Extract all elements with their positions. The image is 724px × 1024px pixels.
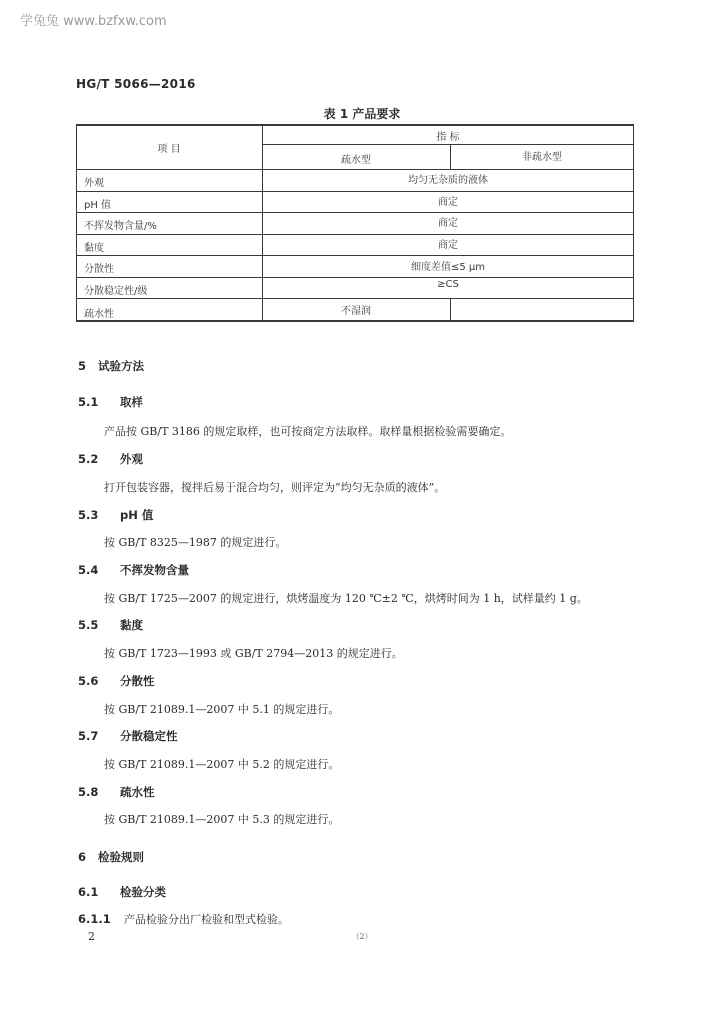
section-5-5-heading: 5.5 黏度 [78, 618, 143, 632]
section-5-heading: 5 试验方法 [78, 359, 144, 373]
row-label-viscosity: 黏度 [84, 243, 104, 254]
section-5-5-text: 按 GB/T 1723—1993 或 GB/T 2794—2013 的规定进行。 [104, 647, 403, 660]
section-6-1-1 [78, 911, 289, 927]
section-5-6-heading: 5.6 分散性 [78, 674, 155, 688]
footer-center-mark: （2） [351, 932, 373, 941]
section-5-2-heading: 5.2 外观 [78, 452, 143, 466]
table-title: 表 1 产品要求 [323, 107, 401, 121]
section-6-1-1-text: 产品检验分出厂检验和型式检验。 [124, 913, 289, 926]
section-5-3-text: 按 GB/T 8325—1987 的规定进行。 [104, 536, 287, 549]
row-value-dispersibility: 细度差值≤5 μm [410, 262, 486, 273]
row-value-ph: 商定 [438, 197, 458, 208]
section-5-4-heading: 5.4 不挥发物含量 [78, 563, 189, 577]
header-hydrophobic: 疏水型 [341, 155, 371, 166]
section-5-7-text: 按 GB/T 21089.1—2007 中 5.2 的规定进行。 [104, 758, 340, 771]
section-5-1-text: 产品按 GB/T 3186 的规定取样，也可按商定方法取样。取样量根据检验需要确定。 [104, 425, 512, 438]
row-label-dispersibility: 分散性 [84, 264, 114, 275]
row-label-dispersion-stability: 分散稳定性/级 [84, 286, 148, 297]
row-value-appearance: 均匀无杂质的液体 [408, 175, 488, 186]
section-6-1-heading: 6.1 检验分类 [78, 885, 166, 899]
section-5-1-heading: 5.1 取样 [78, 395, 143, 409]
row-value-viscosity: 商定 [438, 240, 458, 251]
row-value-dispersion-stability: ≥CS [437, 279, 459, 290]
row-value-hydrophobicity: 不湿润 [341, 306, 371, 317]
product-requirements-table [76, 124, 634, 322]
section-6-heading: 6 检验规则 [78, 850, 144, 864]
page-number: 2 [88, 930, 95, 943]
header-non-hydrophobic: 非疏水型 [522, 152, 562, 163]
row-label-hydrophobicity: 疏水性 [84, 309, 114, 320]
section-6-1-1-num: 6.1.1 [78, 912, 111, 926]
row-label-ph: pH 值 [84, 200, 112, 211]
watermark: 学兔兔 www.bzfxw.com [20, 14, 167, 29]
section-5-4-text: 按 GB/T 1725—2007 的规定进行，烘烤温度为 120 ℃±2 ℃，烘烤时间为 1 h，试样量约 1 g。 [104, 592, 588, 605]
section-5-8-text: 按 GB/T 21089.1—2007 中 5.3 的规定进行。 [104, 813, 340, 826]
header-index: 指 标 [436, 132, 460, 143]
row-label-appearance: 外观 [84, 178, 104, 189]
row-label-nonvolatile: 不挥发物含量/% [84, 221, 157, 232]
standard-code: HG/T 5066—2016 [76, 77, 196, 91]
header-item: 项 目 [157, 144, 181, 155]
section-5-2-text: 打开包装容器，搅拌后易于混合均匀，则评定为“均匀无杂质的液体”。 [104, 481, 446, 494]
section-5-6-text: 按 GB/T 21089.1—2007 中 5.1 的规定进行。 [104, 703, 340, 716]
row-value-nonvolatile: 商定 [438, 218, 458, 229]
section-5-7-heading: 5.7 分散稳定性 [78, 729, 178, 743]
section-5-3-heading: 5.3 pH 值 [78, 508, 154, 522]
section-5-8-heading: 5.8 疏水性 [78, 785, 155, 799]
